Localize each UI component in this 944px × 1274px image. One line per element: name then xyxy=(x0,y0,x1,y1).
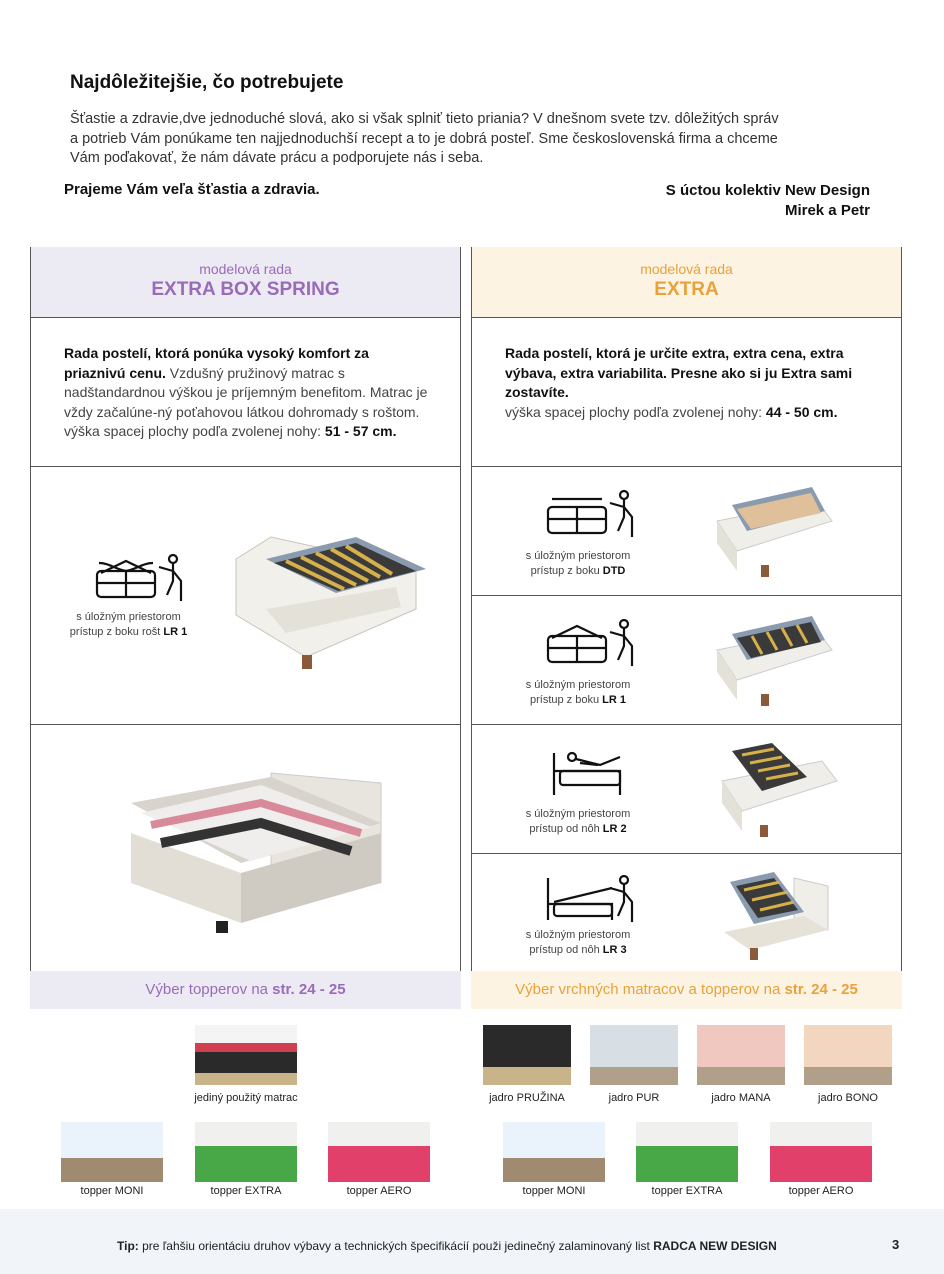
bed-photo-cell xyxy=(31,724,460,972)
bed-foot-lift-icon xyxy=(550,749,630,804)
topper-aero-swatch xyxy=(770,1122,872,1182)
description-cell xyxy=(472,317,901,466)
swatch-label: jadro MANA xyxy=(711,1092,771,1104)
description: Rada postelí, ktorá je určite extra, extra cena, extra výbava, extra variabilita. Presne ako si ju Extra sami zostavíte. výška spacej plochy podľa zvolenej nohy: 44 - 50 cm. xyxy=(505,345,853,420)
storage-option-cell xyxy=(472,724,901,853)
option-caption: s úložným priestorom prístup z boku rošt LR 1 xyxy=(69,611,188,638)
swatch-label: topper AERO xyxy=(346,1185,412,1197)
swatch-label: jadro BONO xyxy=(818,1092,878,1104)
bed-photo-lr3 xyxy=(724,868,834,968)
tip-text: Tip: pre ľahšiu orientáciu druhov výbavy a technických špecifikácií použi jedinečný zalaminovaný list RADCA NEW DESIGN xyxy=(117,1239,777,1253)
extra-column xyxy=(471,247,902,971)
core-pruzina-swatch xyxy=(483,1025,571,1085)
core-mana-swatch xyxy=(697,1025,785,1085)
swatch-label: jadro PUR xyxy=(608,1092,660,1104)
bed-photo-dtd xyxy=(707,481,837,586)
storage-option-cell xyxy=(472,853,901,982)
bed-foot-lift-icon xyxy=(544,874,640,929)
page-number: 3 xyxy=(892,1237,900,1252)
swatch-label: topper MONI xyxy=(80,1185,144,1197)
swatch-label: topper EXTRA xyxy=(210,1185,282,1197)
swatch-label: topper MONI xyxy=(522,1185,586,1197)
single-mattress-swatch xyxy=(195,1025,297,1085)
bed-photo-lr2 xyxy=(712,741,842,846)
option-caption: s úložným priestorom prístup z boku LR 1 xyxy=(525,679,631,706)
option-caption: s úložným priestorom prístup od nôh LR 2 xyxy=(525,808,631,835)
bed-side-lift-icon xyxy=(544,489,640,544)
topper-selection-bar: Výber topperov na str. 24 - 25 xyxy=(30,971,461,1009)
box-spring-bed-photo xyxy=(121,763,391,948)
bed-photo-lr1 xyxy=(707,610,837,715)
swatch-label: jadro PRUŽINA xyxy=(489,1092,565,1104)
greeting: Prajeme Vám veľa šťastia a zdravia. xyxy=(64,181,320,198)
extra-box-spring-column xyxy=(30,247,461,971)
page-title: Najdôležitejšie, čo potrebujete xyxy=(70,72,344,93)
storage-option-cell xyxy=(472,466,901,595)
option-caption: s úložným priestorom prístup z boku DTD xyxy=(525,550,631,577)
description-cell xyxy=(31,317,460,466)
storage-option-cell xyxy=(31,466,460,724)
mattress-topper-selection-bar: Výber vrchných matracov a topperov na str. 24 - 25 xyxy=(471,971,902,1009)
bed-photo-side-lift xyxy=(226,529,426,674)
description: Rada postelí, ktorá ponúka vysoký komfort za priaznivú cenu. Vzdušný pružinový matrac s nadštandardnou výškou je príjemným benefitom. Matrac je vždy začalúne-ný poťahovou látkou dohromady s roštom. výška spacej plochy podľa zvolenej nohy: 51 - 57 cm. xyxy=(64,345,428,439)
topper-extra-swatch xyxy=(636,1122,738,1182)
swatch-label: topper AERO xyxy=(788,1185,854,1197)
swatch-label: topper EXTRA xyxy=(651,1185,723,1197)
column-header: modelová rada EXTRA xyxy=(472,247,901,317)
storage-option-cell xyxy=(472,595,901,724)
option-caption: s úložným priestorom prístup od nôh LR 3 xyxy=(525,929,631,956)
topper-moni-swatch xyxy=(503,1122,605,1182)
topper-extra-swatch xyxy=(195,1122,297,1182)
core-pur-swatch xyxy=(590,1025,678,1085)
intro-paragraph: Šťastie a zdravie,dve jednoduché slová, ako si však splniť tieto priania? V dnešnom svete tzv. dôležitých správ a potrieb Vám ponúkame ten najjednoduchší recept a to je dobrá posteľ. Sme československá firma a chceme Vám poďakovať, že nám dávate prácu a podporujete nás i seba. xyxy=(70,111,779,166)
bed-side-lift-icon xyxy=(544,618,640,673)
bed-side-lift-icon xyxy=(93,553,189,608)
column-header: modelová rada EXTRA BOX SPRING xyxy=(31,247,460,317)
topper-moni-swatch xyxy=(61,1122,163,1182)
topper-aero-swatch xyxy=(328,1122,430,1182)
swatch-label: jediný použitý matrac xyxy=(194,1092,298,1104)
core-bono-swatch xyxy=(804,1025,892,1085)
signature: S úctou kolektiv New Design Mirek a Petr xyxy=(665,182,870,219)
